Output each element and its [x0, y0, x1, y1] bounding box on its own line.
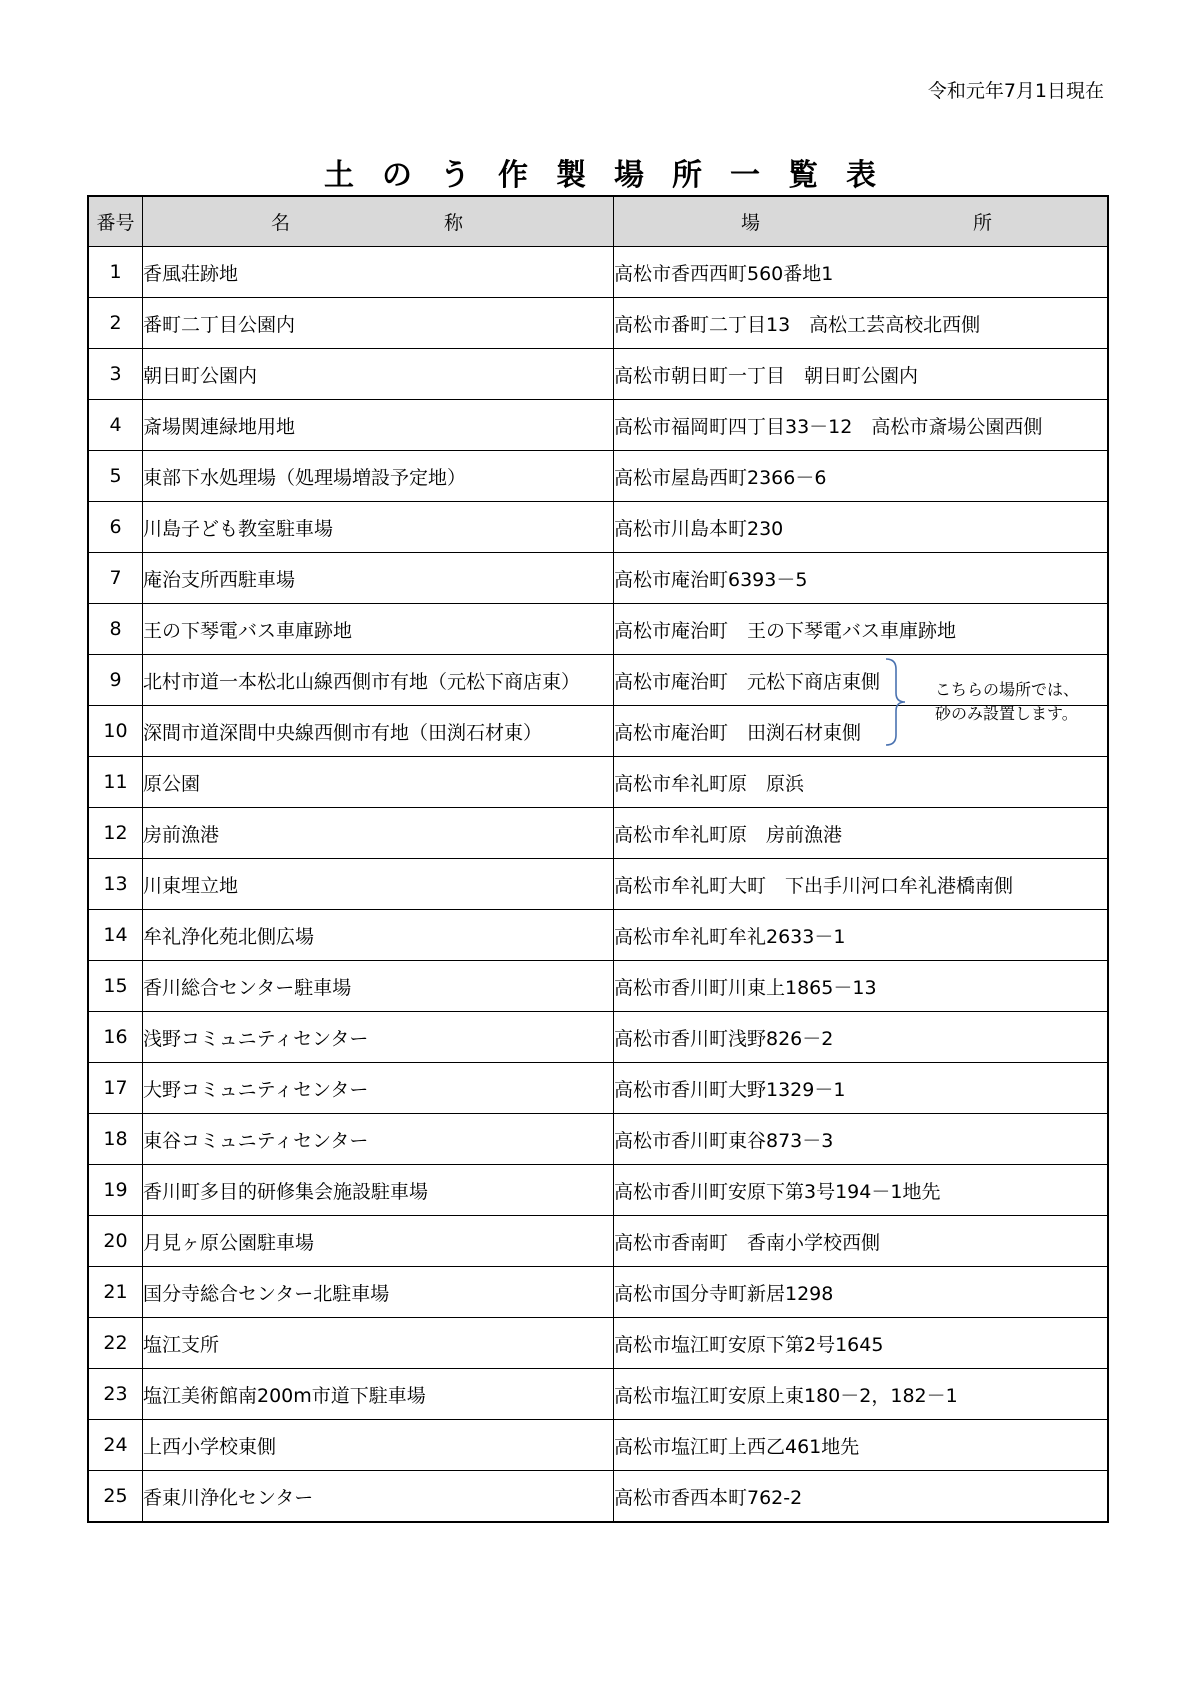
table-row — [88, 808, 1108, 859]
row-address: 高松市香西西町560番地1 — [614, 247, 1109, 298]
row-number: 1 — [88, 247, 143, 298]
table-row — [88, 502, 1108, 553]
table-row — [88, 1318, 1108, 1369]
row-address: 高松市香川町川東上1865－13 — [614, 961, 1109, 1012]
row-address: 高松市香西本町762-2 — [614, 1471, 1109, 1523]
row-number: 22 — [88, 1318, 143, 1369]
row-name: 北村市道一本松北山線西側市有地（元松下商店東） — [143, 655, 614, 706]
brace-icon — [884, 657, 908, 747]
row-name: 香風荘跡地 — [143, 247, 614, 298]
row-address: 高松市庵治町 元松下商店東側 — [614, 655, 1109, 706]
row-address: 高松市庵治町6393－5 — [614, 553, 1109, 604]
row-number: 15 — [88, 961, 143, 1012]
table-row — [88, 1012, 1108, 1063]
row-number: 19 — [88, 1165, 143, 1216]
row-name: 香川町多目的研修集会施設駐車場 — [143, 1165, 614, 1216]
table-row — [88, 553, 1108, 604]
row-address: 高松市香南町 香南小学校西側 — [614, 1216, 1109, 1267]
row-name: 川島子ども教室駐車場 — [143, 502, 614, 553]
row-address: 高松市川島本町230 — [614, 502, 1109, 553]
table-row — [88, 1165, 1108, 1216]
row-address: 高松市香川町浅野826－2 — [614, 1012, 1109, 1063]
row-name: 国分寺総合センター北駐車場 — [143, 1267, 614, 1318]
row-address: 高松市牟礼町牟礼2633－1 — [614, 910, 1109, 961]
row-address: 高松市塩江町安原下第2号1645 — [614, 1318, 1109, 1369]
row-name: 庵治支所西駐車場 — [143, 553, 614, 604]
row-number: 8 — [88, 604, 143, 655]
page-title: 土のう作製場所一覧表 — [324, 158, 904, 193]
header-name-char-1: 名 — [271, 212, 291, 234]
row-number: 17 — [88, 1063, 143, 1114]
row-name: 番町二丁目公園内 — [143, 298, 614, 349]
header-name — [143, 196, 614, 247]
row-name: 東部下水処理場（処理場増設予定地） — [143, 451, 614, 502]
date-stamp: 令和元年7月1日現在 — [927, 80, 1104, 102]
table-header-row — [88, 196, 1108, 247]
row-number: 24 — [88, 1420, 143, 1471]
row-address: 高松市朝日町一丁目 朝日町公園内 — [614, 349, 1109, 400]
row-number: 2 — [88, 298, 143, 349]
header-address-char-1: 場 — [741, 212, 761, 234]
table-row — [88, 859, 1108, 910]
row-number: 25 — [88, 1471, 143, 1523]
header-name-char-2: 称 — [443, 212, 463, 234]
row-address: 高松市庵治町 田渕石材東側 — [614, 706, 1109, 757]
row-name: 川東埋立地 — [143, 859, 614, 910]
row-address: 高松市牟礼町大町 下出手川河口牟礼港橋南側 — [614, 859, 1109, 910]
row-number: 18 — [88, 1114, 143, 1165]
row-number: 10 — [88, 706, 143, 757]
header-address — [614, 196, 1109, 247]
table-body — [88, 247, 1108, 1523]
row-address: 高松市香川町安原下第3号194－1地先 — [614, 1165, 1109, 1216]
table-row — [88, 298, 1108, 349]
table-row — [88, 247, 1108, 298]
table-row — [88, 349, 1108, 400]
row-address: 高松市福岡町四丁目33－12 高松市斎場公園西側 — [614, 400, 1109, 451]
row-name: 牟礼浄化苑北側広場 — [143, 910, 614, 961]
row-name: 王の下琴電バス車庫跡地 — [143, 604, 614, 655]
table-row — [88, 400, 1108, 451]
note-line-1: こちらの場所では、 — [935, 680, 1080, 699]
row-address: 高松市国分寺町新居1298 — [614, 1267, 1109, 1318]
row-number: 4 — [88, 400, 143, 451]
location-table — [87, 195, 1109, 1523]
table-row — [88, 1063, 1108, 1114]
table-row — [88, 757, 1108, 808]
row-number: 11 — [88, 757, 143, 808]
table-row — [88, 1369, 1108, 1420]
row-number: 20 — [88, 1216, 143, 1267]
row-number: 13 — [88, 859, 143, 910]
row-name: 朝日町公園内 — [143, 349, 614, 400]
header-address-char-2: 所 — [972, 212, 992, 234]
row-number: 9 — [88, 655, 143, 706]
table-row — [88, 604, 1108, 655]
table-row — [88, 1114, 1108, 1165]
row-address: 高松市牟礼町原 原浜 — [614, 757, 1109, 808]
table-row — [88, 961, 1108, 1012]
row-name: 香東川浄化センター — [143, 1471, 614, 1523]
row-name: 原公園 — [143, 757, 614, 808]
row-address: 高松市番町二丁目13 高松工芸高校北西側 — [614, 298, 1109, 349]
row-number: 12 — [88, 808, 143, 859]
table-row — [88, 1471, 1108, 1523]
row-number: 6 — [88, 502, 143, 553]
row-name: 斎場関連緑地用地 — [143, 400, 614, 451]
row-address: 高松市屋島西町2366－6 — [614, 451, 1109, 502]
row-name: 上西小学校東側 — [143, 1420, 614, 1471]
table-row — [88, 1420, 1108, 1471]
row-number: 5 — [88, 451, 143, 502]
note-line-2: 砂のみ設置します。 — [935, 704, 1078, 723]
table-row — [88, 1216, 1108, 1267]
row-name: 香川総合センター駐車場 — [143, 961, 614, 1012]
row-number: 23 — [88, 1369, 143, 1420]
row-name: 東谷コミュニティセンター — [143, 1114, 614, 1165]
row-address: 高松市塩江町上西乙461地先 — [614, 1420, 1109, 1471]
row-name: 浅野コミュニティセンター — [143, 1012, 614, 1063]
row-address: 高松市牟礼町原 房前漁港 — [614, 808, 1109, 859]
row-name: 塩江支所 — [143, 1318, 614, 1369]
row-name: 塩江美術館南200m市道下駐車場 — [143, 1369, 614, 1420]
sand-only-note — [935, 678, 1079, 726]
row-address: 高松市香川町東谷873－3 — [614, 1114, 1109, 1165]
table-row — [88, 1267, 1108, 1318]
row-name: 房前漁港 — [143, 808, 614, 859]
row-number: 14 — [88, 910, 143, 961]
row-number: 16 — [88, 1012, 143, 1063]
table-row — [88, 910, 1108, 961]
row-name: 深間市道深間中央線西側市有地（田渕石材東） — [143, 706, 614, 757]
row-address: 高松市塩江町安原上東180－2，182－1 — [614, 1369, 1109, 1420]
row-number: 7 — [88, 553, 143, 604]
row-number: 21 — [88, 1267, 143, 1318]
row-name: 月見ヶ原公園駐車場 — [143, 1216, 614, 1267]
row-address: 高松市庵治町 王の下琴電バス車庫跡地 — [614, 604, 1109, 655]
table-row — [88, 451, 1108, 502]
row-address: 高松市香川町大野1329－1 — [614, 1063, 1109, 1114]
row-number: 3 — [88, 349, 143, 400]
header-number: 番号 — [88, 196, 143, 247]
row-name: 大野コミュニティセンター — [143, 1063, 614, 1114]
